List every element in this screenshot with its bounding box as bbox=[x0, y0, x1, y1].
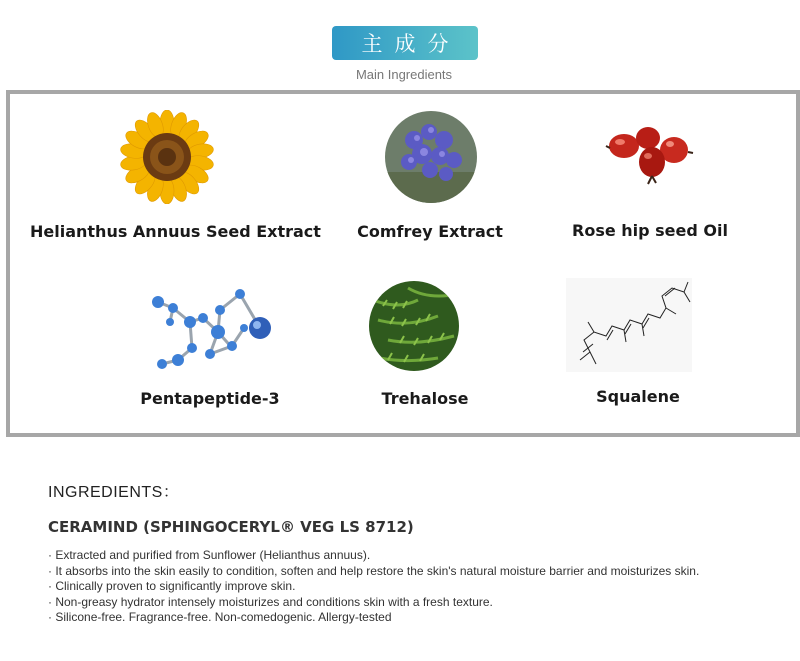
squalene-structure-image bbox=[566, 278, 692, 372]
ingredient-name: Pentapeptide-3 bbox=[140, 389, 280, 408]
list-item: · Clinically proven to significantly improve skin. bbox=[48, 579, 699, 595]
product-name: CERAMIND (SPHINGOCERYL® VEG LS 8712) bbox=[48, 518, 414, 536]
rose-hip-image bbox=[604, 124, 696, 186]
ingredient-item bbox=[330, 222, 530, 241]
ingredient-item bbox=[130, 389, 290, 408]
benefit-list bbox=[48, 548, 699, 626]
ingredient-name: Comfrey Extract bbox=[357, 222, 503, 241]
ingredient-item bbox=[350, 389, 500, 408]
list-item: · Extracted and purified from Sunflower (Helianthus annuus). bbox=[48, 548, 699, 564]
sunflower-image bbox=[120, 110, 214, 204]
ingredient-item bbox=[30, 222, 321, 241]
list-item: · It absorbs into the skin easily to condition, soften and help restore the skin's natural moisture barrier and moisturizes skin. bbox=[48, 564, 699, 580]
comfrey-flower-image bbox=[384, 110, 478, 204]
ingredient-name: Trehalose bbox=[381, 389, 469, 408]
section-badge: 主成分 bbox=[332, 26, 478, 60]
section-subtitle: Main Ingredients bbox=[355, 67, 453, 82]
ingredient-name: Squalene bbox=[596, 387, 680, 406]
list-item: · Silicone-free. Fragrance-free. Non-comedogenic. Allergy-tested bbox=[48, 610, 699, 626]
ingredient-name: Helianthus Annuus Seed Extract bbox=[30, 222, 321, 241]
list-item: · Non-greasy hydrator intensely moisturizes and conditions skin with a fresh texture. bbox=[48, 595, 699, 611]
ingredients-heading: INGREDIENTS： bbox=[48, 484, 180, 501]
fern-image bbox=[368, 280, 460, 372]
ingredient-item bbox=[568, 387, 708, 406]
ingredient-item bbox=[560, 221, 740, 240]
ingredient-name: Rose hip seed Oil bbox=[572, 221, 728, 240]
molecule-image bbox=[148, 280, 272, 374]
